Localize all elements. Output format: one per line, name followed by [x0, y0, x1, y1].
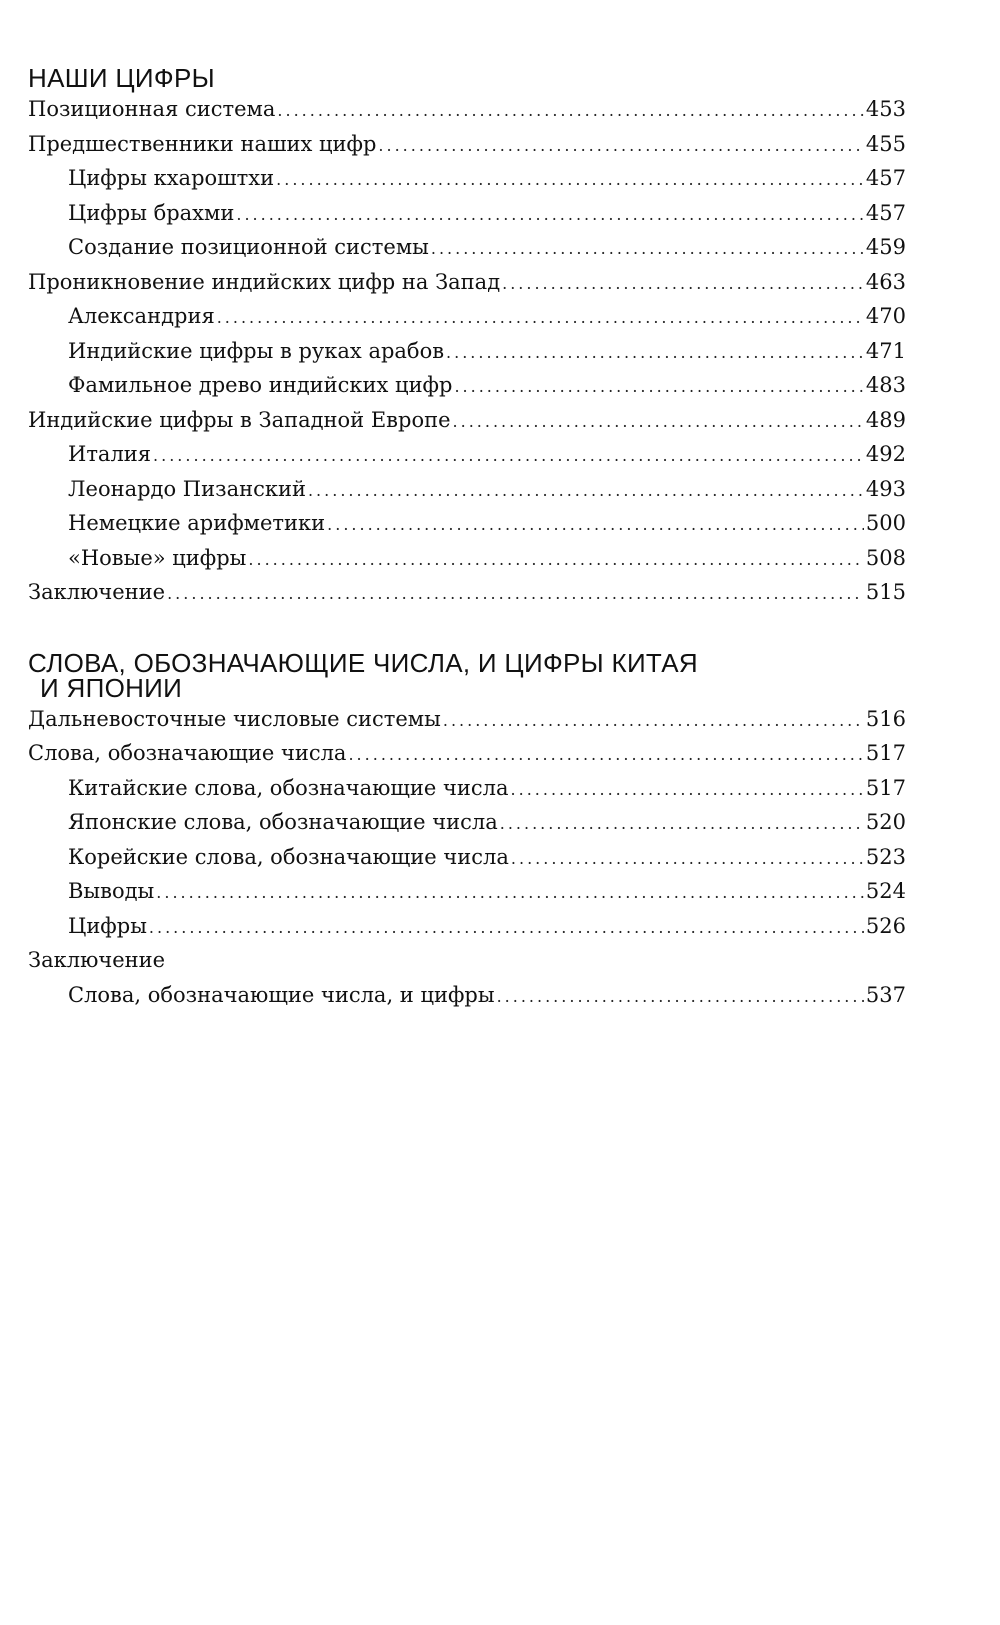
toc-entry-title: Создание позиционной системы: [68, 235, 429, 259]
toc-entry: [28, 408, 906, 443]
toc-entry: [28, 442, 906, 477]
toc-page-number: 515: [865, 580, 906, 604]
toc-entry: [28, 983, 906, 1018]
toc-entry-title: Цифры брахми: [68, 200, 235, 225]
toc-leader-dots: [308, 481, 864, 500]
toc-entry-title: Японские слова, обозначающие числа: [68, 810, 498, 834]
toc-page-number: 524: [865, 879, 906, 903]
toc-leader-dots: [431, 239, 864, 258]
toc-entry-title: «Новые» цифры: [68, 545, 247, 570]
toc-entry-title: Слова, обозначающие числа, и цифры: [68, 982, 495, 1007]
toc-leader-dots: [217, 308, 864, 327]
toc-page-number: 500: [865, 511, 906, 535]
toc-leader-dots: [502, 274, 864, 293]
section-heading: [28, 647, 906, 703]
toc-leader-dots: [348, 745, 863, 764]
toc-leader-dots: [500, 814, 864, 833]
toc-entry-title: Италия: [68, 442, 152, 466]
toc-entry: [28, 166, 906, 201]
toc-entry-title: Заключение: [28, 948, 166, 972]
toc-entry: [28, 948, 906, 983]
toc-leader-dots: [248, 550, 864, 569]
toc-page-number: 516: [865, 706, 906, 731]
toc-page-number: 483: [865, 373, 906, 397]
toc-leader-dots: [156, 883, 864, 902]
toc-page-number: 520: [865, 810, 906, 834]
toc-leader-dots: [149, 918, 864, 937]
toc-leader-dots: [277, 101, 864, 120]
toc-entry: [28, 879, 906, 914]
toc-entry-title: Индийские цифры в Западной Европе: [28, 407, 451, 432]
toc-entry: [28, 304, 906, 339]
toc-page-number: 463: [865, 269, 906, 294]
toc-entry: [28, 339, 906, 374]
toc-entry: [28, 97, 906, 132]
toc-entry-title: Дальневосточные числовые системы: [28, 706, 441, 731]
toc-leader-dots: [327, 515, 864, 534]
section-heading-text: НАШИ ЦИФРЫ: [28, 63, 215, 93]
section-heading-text: СЛОВА, ОБОЗНАЧАЮЩИЕ ЧИСЛА, И ЦИФРЫ КИТАЯ: [28, 647, 698, 678]
toc-page-number: 517: [865, 775, 906, 800]
toc-page-number: 523: [865, 844, 906, 869]
toc-entry-title: Предшественники наших цифр: [28, 131, 377, 156]
toc-page-number: 457: [865, 166, 906, 190]
toc-leader-dots: [153, 446, 864, 465]
toc-entry-title: Леонардо Пизанский: [68, 476, 306, 501]
toc-page-number: 537: [865, 982, 906, 1007]
toc-page-number: 459: [865, 235, 906, 259]
toc-entry-title: Корейские слова, обозначающие числа: [68, 844, 509, 869]
toc-entry-title: Выводы: [68, 879, 155, 903]
toc-leader-dots: [454, 377, 863, 396]
toc-entry: [28, 373, 906, 408]
toc-entry-title: Китайские слова, обозначающие числа: [68, 775, 509, 800]
section-heading-continuation: И ЯПОНИИ: [40, 672, 183, 703]
toc-leader-dots: [511, 849, 864, 868]
toc-page-number: 471: [865, 338, 906, 363]
toc-entry-title: Индийские цифры в руках арабов: [68, 338, 445, 363]
toc-entry: [28, 511, 906, 546]
toc-entry-title: Цифры кхароштхи: [68, 166, 275, 190]
toc-entry: [28, 235, 906, 270]
toc-leader-dots: [167, 584, 864, 603]
toc-entry-title: Позиционная система: [28, 97, 276, 121]
toc-entries: [28, 97, 906, 615]
toc-page-number: 517: [865, 741, 906, 765]
toc-leader-dots: [443, 711, 864, 730]
toc-entry: [28, 845, 906, 880]
toc-entry: [28, 580, 906, 615]
toc-leader-dots: [276, 170, 864, 189]
toc-page-number: 453: [865, 97, 906, 121]
toc-page-number: 492: [865, 442, 906, 466]
toc-page-number: 526: [865, 913, 906, 938]
toc-entry: [28, 741, 906, 776]
toc-page-number: 455: [865, 131, 906, 156]
section-heading: [28, 63, 906, 93]
toc-page: [28, 63, 906, 1017]
toc-entry: [28, 270, 906, 305]
toc-entry-title: Заключение: [28, 580, 166, 604]
toc-entry-title: Немецкие арифметики: [68, 511, 326, 535]
toc-entry: [28, 132, 906, 167]
toc-entry: [28, 776, 906, 811]
toc-entry: [28, 810, 906, 845]
toc-entry: [28, 546, 906, 581]
toc-leader-dots: [378, 136, 863, 155]
toc-entry-title: Цифры: [68, 913, 147, 938]
toc-leader-dots: [446, 343, 864, 362]
toc-leader-dots: [511, 780, 864, 799]
toc-entry-title: Слова, обозначающие числа: [28, 741, 347, 765]
toc-leader-dots: [453, 412, 864, 431]
toc-page-number: 489: [865, 407, 906, 432]
toc-entry-title: Александрия: [68, 304, 215, 328]
toc-section: [28, 647, 906, 1018]
toc-entry-title: Проникновение индийских цифр на Запад: [28, 269, 501, 294]
toc-entry: [28, 707, 906, 742]
toc-leader-dots: [497, 987, 864, 1006]
toc-section: [28, 63, 906, 615]
toc-entry: [28, 201, 906, 236]
toc-leader-dots: [236, 205, 864, 224]
toc-entries: [28, 707, 906, 1018]
toc-page-number: 508: [865, 545, 906, 570]
toc-page-number: 470: [865, 304, 906, 328]
toc-entry: [28, 914, 906, 949]
toc-page-number: 493: [865, 476, 906, 501]
toc-entry: [28, 477, 906, 512]
toc-entry-title: Фамильное древо индийских цифр: [68, 373, 453, 397]
toc-page-number: 457: [865, 200, 906, 225]
